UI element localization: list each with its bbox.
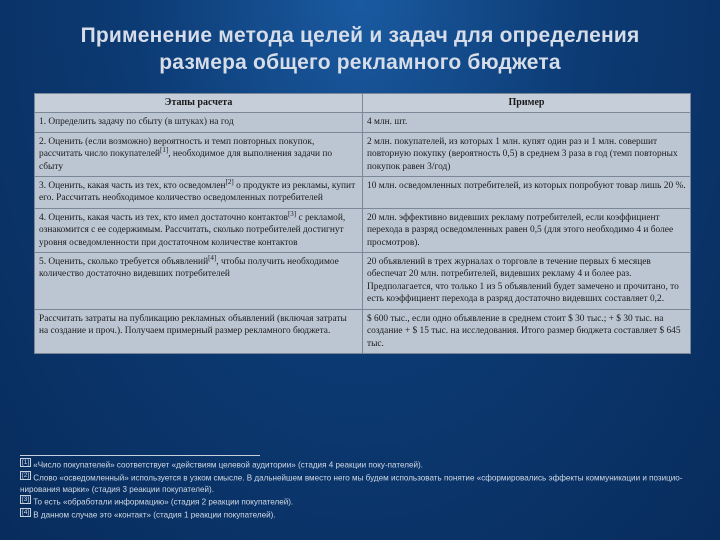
title-line-2: размера общего рекламного бюджета <box>159 51 561 74</box>
footnote-ref[interactable]: [2] <box>225 177 234 186</box>
footnote-item: [3] То есть «обработали информацию» (стадия 2 реакции покупателей). <box>22 496 294 507</box>
step-cell: Рассчитать затраты на публикацию рекламных объявлений (включая затраты на создание и проч.). Получаем примерный размер рекламного бюджета. <box>35 309 363 353</box>
footnote-ref[interactable]: [4] <box>208 253 217 262</box>
example-cell: 20 млн. эффективно видевших рекламу потребителей, если коэффициент перехода в разряд осведомленных равен 0,5 (для этого необходимо 4 и более просмотров). <box>363 208 691 252</box>
header-stages: Этапы расчета <box>35 94 363 113</box>
slide-title <box>20 22 700 76</box>
footnote-ref[interactable]: [3] <box>287 209 297 218</box>
footnote-mark: [1] <box>22 459 30 466</box>
footnote-mark: [3] <box>22 496 30 504</box>
table-header-row <box>35 94 691 113</box>
table-row <box>35 113 691 132</box>
step-cell: 3. Оценить, какая часть из тех, кто осведомлен[2] о продукте из рекламы, купит его. Рассчитать необходимое количество осведомленных потребителей <box>35 177 363 209</box>
header-example: Пример <box>363 94 691 113</box>
table-row <box>35 208 691 252</box>
step-cell: 1. Определить задачу по сбыту (в штуках) на год <box>35 113 363 132</box>
footnote-ref[interactable]: [1] <box>160 146 169 155</box>
table-row <box>35 177 691 209</box>
step-cell: 5. Оценить, сколько требуется объявлений[4], чтобы получить необходимое количество достаточно видевших потребителей <box>35 253 363 310</box>
footnotes <box>20 452 710 522</box>
example-cell: 4 млн. шт. <box>363 113 691 132</box>
example-cell: 10 млн. осведомленных потребителей, из которых попробуют товар лишь 20 %. <box>363 177 691 209</box>
step-cell: 2. Оценить (если возможно) вероятность и темп повторных покупок, рассчитать число покупателей[1], необходимое для выполнения задачи по сбыту <box>35 132 363 176</box>
footnote-mark: [2] <box>22 472 30 480</box>
footnote-item: [4] В данном случае это «контакт» (стадия 1 реакции покупателей). <box>22 509 276 521</box>
table-row <box>35 253 691 310</box>
footnote-item: [1] «Число покупателей» соответствует «действиям целевой аудитории» (стадия 4 реакции поку-пателей). <box>22 459 423 470</box>
title-line-1: Применение метода целей и задач для определения <box>80 24 640 47</box>
example-cell: 20 объявлений в трех журналах о торговле в течение первых 6 месяцев обеспечат 20 млн. потребителей, видевших рекламу 4 и более раз. Предполагается, что только 1 из 5 объявлений будет замечено и прочитано, то есть коэффициент перехода в разряд достаточно видевших составляет 0,2. <box>363 253 691 310</box>
example-cell: $ 600 тыс., если одно объявление в среднем стоит $ 30 тыс.; + $ 30 тыс. на создание + $ 15 тыс. на исследования. Итого размер бюджета составляет $ 645 тыс. <box>363 309 691 353</box>
table-row <box>35 132 691 176</box>
step-cell: 4. Оценить, какая часть из тех, кто имел достаточно контактов[3] с рекламой, ознакомится с ее содержимым. Рассчитать, сколько потребителей достигнут уровня осведомленности при достаточном количестве контактов <box>35 208 363 252</box>
table-row <box>35 309 691 353</box>
budget-method-table <box>34 93 691 354</box>
example-cell: 2 млн. покупателей, из которых 1 млн. купят один раз и 1 млн. совершит повторную покупку (вероятность 0,5) в среднем 3 раза в год (темп повторных покупок равен 3/год) <box>363 132 691 176</box>
footnote-mark: [4] <box>22 509 30 517</box>
footnote-item: [2] Слово «осведомленный» используется в узком смысле. В дальнейшем вместо него мы будем использовать понятие «сформировались эффекты коммуникации и позицио-нирования марки» (стадия 3 реакции покупателей). <box>20 472 683 494</box>
